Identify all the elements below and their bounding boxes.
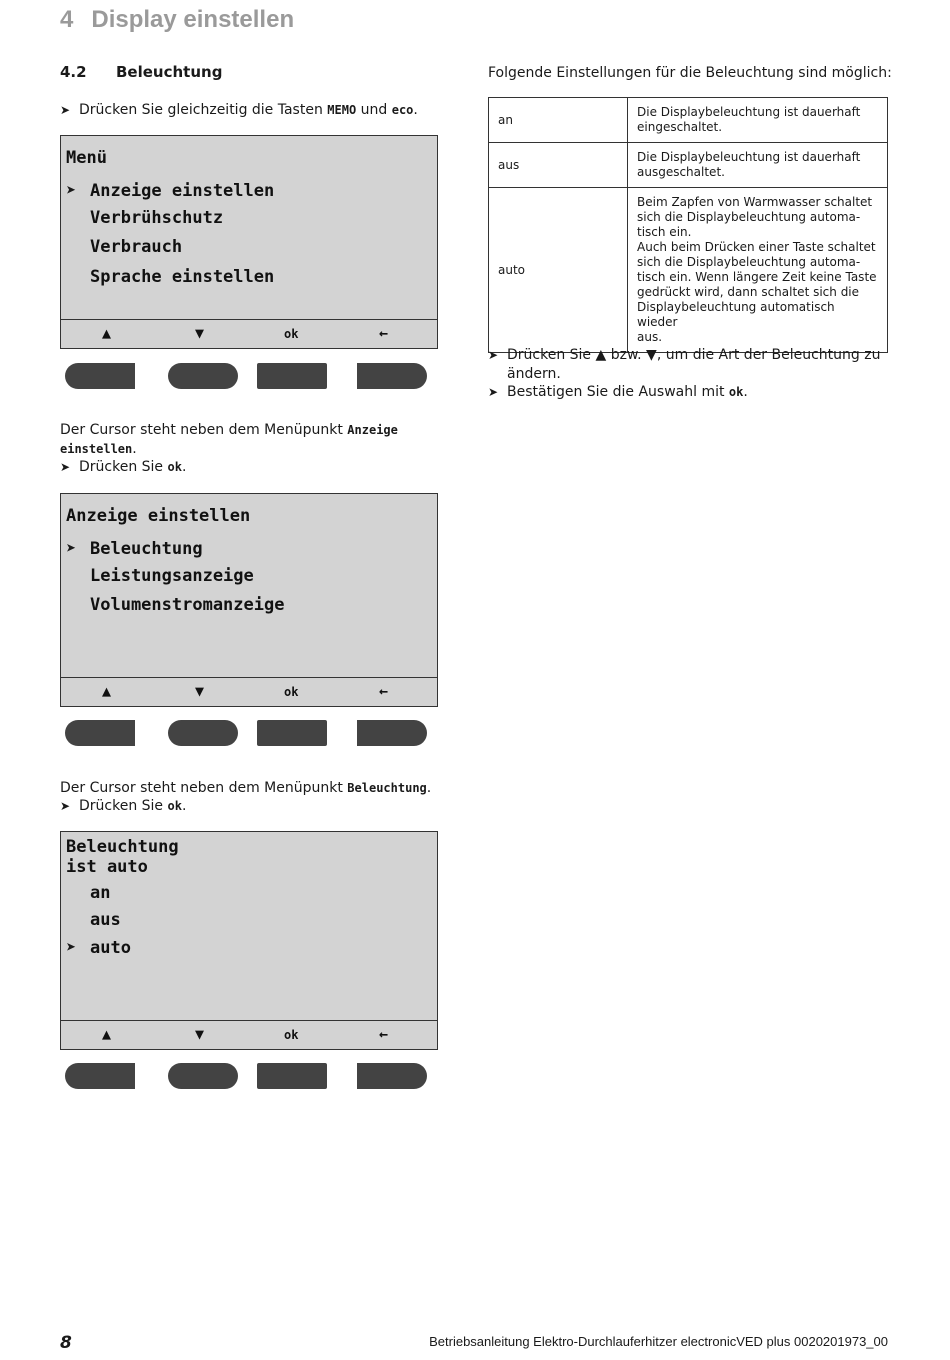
key-ok: ok (167, 460, 182, 474)
softkey-labels (61, 319, 437, 348)
ok-label: ok (284, 327, 299, 341)
up-arrow-icon: ▲ (102, 682, 112, 700)
cursor-arrow-icon: ➤ (66, 181, 77, 201)
cursor-arrow-icon: ➤ (66, 539, 77, 559)
cursor-note-beleuchtung: Der Cursor steht neben dem Menüpunkt Beleuchtung. (60, 780, 432, 796)
screen-title: Anzeige einstellen (66, 506, 251, 526)
key-ok: ok (728, 385, 744, 399)
instruction-step-select: ➤ Drücken Sie ▲ bzw. ▼, um die Art der Beleuchtung zu (488, 347, 881, 363)
page-number: 8 (60, 1333, 72, 1353)
menu-item-an[interactable]: an (90, 883, 111, 903)
key-eco: eco (391, 103, 414, 117)
settings-intro: Folgende Einstellungen für die Beleuchtung sind möglich: (488, 65, 892, 81)
softkey-button-ok[interactable] (257, 720, 327, 746)
section-number: 4.2 (60, 63, 87, 81)
cursor-note-anzeige: Der Cursor steht neben dem Menüpunkt Anzeige (60, 422, 398, 438)
back-arrow-icon: ← (379, 1025, 389, 1043)
setting-description: Beim Zapfen von Warmwasser schaltet sich die Displaybeleuchtung automa- tisch ein. Auch beim Drücken einer Taste schaltet sich die Displaybeleuchtung automa- tisch ein. Wenn längere Zeit keine Taste gedrückt wird, dann schaltet sich die Displaybeleuchtung automatisch wieder aus. (628, 188, 888, 353)
section-title: Beleuchtung (116, 63, 223, 81)
section-heading (60, 63, 222, 81)
bullet-arrow-icon: ➤ (488, 385, 499, 399)
menu-item-leistungsanzeige[interactable]: Leistungsanzeige (90, 566, 254, 586)
menu-reference: Anzeige (347, 423, 398, 437)
instruction-step-press-ok: ➤ Drücken Sie ok. (60, 798, 187, 814)
setting-key: aus (489, 143, 628, 188)
down-arrow-icon: ▼ (646, 347, 657, 363)
softkey-button-down[interactable] (168, 1063, 238, 1089)
menu-item-anzeige-einstellen[interactable]: Anzeige einstellen (90, 181, 275, 201)
bullet-arrow-icon: ➤ (488, 348, 499, 362)
back-arrow-icon: ← (379, 324, 389, 342)
setting-key: an (489, 98, 628, 143)
softkey-labels (61, 677, 437, 706)
instruction-step-memo-eco: ➤ Drücken Sie gleichzeitig die Tasten MEMO und eco. (60, 102, 418, 118)
table-row (489, 188, 888, 353)
bullet-arrow-icon: ➤ (60, 799, 71, 813)
menu-item-volumenstromanzeige[interactable]: Volumenstromanzeige (90, 595, 285, 615)
up-arrow-icon: ▲ (102, 1025, 112, 1043)
up-arrow-icon: ▲ (102, 324, 112, 342)
menu-item-verbruehschutz[interactable]: Verbrühschutz (90, 208, 224, 228)
setting-description: Die Displaybeleuchtung ist dauerhaft ausgeschaltet. (628, 143, 888, 188)
setting-description: Die Displaybeleuchtung ist dauerhaft eingeschaltet. (628, 98, 888, 143)
ok-label: ok (284, 1028, 299, 1042)
screen-title: Menü (66, 148, 107, 168)
instruction-step-select-cont: ändern. (507, 366, 561, 382)
softkey-button-down[interactable] (168, 720, 238, 746)
key-ok: ok (167, 799, 182, 813)
menu-item-auto[interactable]: auto (90, 938, 131, 958)
chapter-heading (60, 6, 294, 34)
menu-item-sprache-einstellen[interactable]: Sprache einstellen (90, 267, 275, 287)
down-arrow-icon: ▼ (195, 1025, 205, 1043)
chapter-number: 4 (60, 6, 74, 33)
softkey-button-back[interactable] (357, 720, 427, 746)
softkey-labels (61, 1020, 437, 1049)
back-arrow-icon: ← (379, 682, 389, 700)
settings-table (488, 97, 888, 353)
softkey-button-up[interactable] (65, 363, 135, 389)
menu-item-verbrauch[interactable]: Verbrauch (90, 237, 183, 257)
softkey-button-ok[interactable] (257, 363, 327, 389)
menu-item-beleuchtung[interactable]: Beleuchtung (90, 539, 203, 559)
softkey-button-up[interactable] (65, 720, 135, 746)
softkey-button-down[interactable] (168, 363, 238, 389)
ok-label: ok (284, 685, 299, 699)
cursor-note-anzeige-cont: einstellen. (60, 441, 137, 457)
display-screen-anzeige (60, 493, 438, 707)
softkey-button-back[interactable] (357, 1063, 427, 1089)
softkey-button-up[interactable] (65, 1063, 135, 1089)
display-screen-menu (60, 135, 438, 349)
chapter-title: Display einstellen (91, 6, 295, 33)
table-row (489, 143, 888, 188)
bullet-arrow-icon: ➤ (60, 460, 71, 474)
display-screen-beleuchtung (60, 831, 438, 1050)
up-arrow-icon: ▲ (595, 347, 607, 363)
table-row (489, 98, 888, 143)
down-arrow-icon: ▼ (195, 324, 205, 342)
softkey-button-ok[interactable] (257, 1063, 327, 1089)
screen-title: Beleuchtung (66, 837, 179, 857)
setting-key: auto (489, 188, 628, 353)
instruction-step-press-ok: ➤ Drücken Sie ok. (60, 459, 187, 475)
instruction-step-confirm: ➤ Bestätigen Sie die Auswahl mit ok. (488, 384, 748, 400)
down-arrow-icon: ▼ (195, 682, 205, 700)
document-footer: Betriebsanleitung Elektro-Durchlauferhitzer electronicVED plus 0020201973_00 (429, 1334, 888, 1349)
cursor-arrow-icon: ➤ (66, 938, 77, 958)
menu-reference: Beleuchtung (347, 781, 427, 795)
key-memo: MEMO (327, 103, 357, 117)
screen-status: ist auto (66, 857, 148, 877)
softkey-button-back[interactable] (357, 363, 427, 389)
bullet-arrow-icon: ➤ (60, 103, 71, 117)
menu-reference: einstellen (60, 442, 133, 456)
menu-item-aus[interactable]: aus (90, 910, 121, 930)
